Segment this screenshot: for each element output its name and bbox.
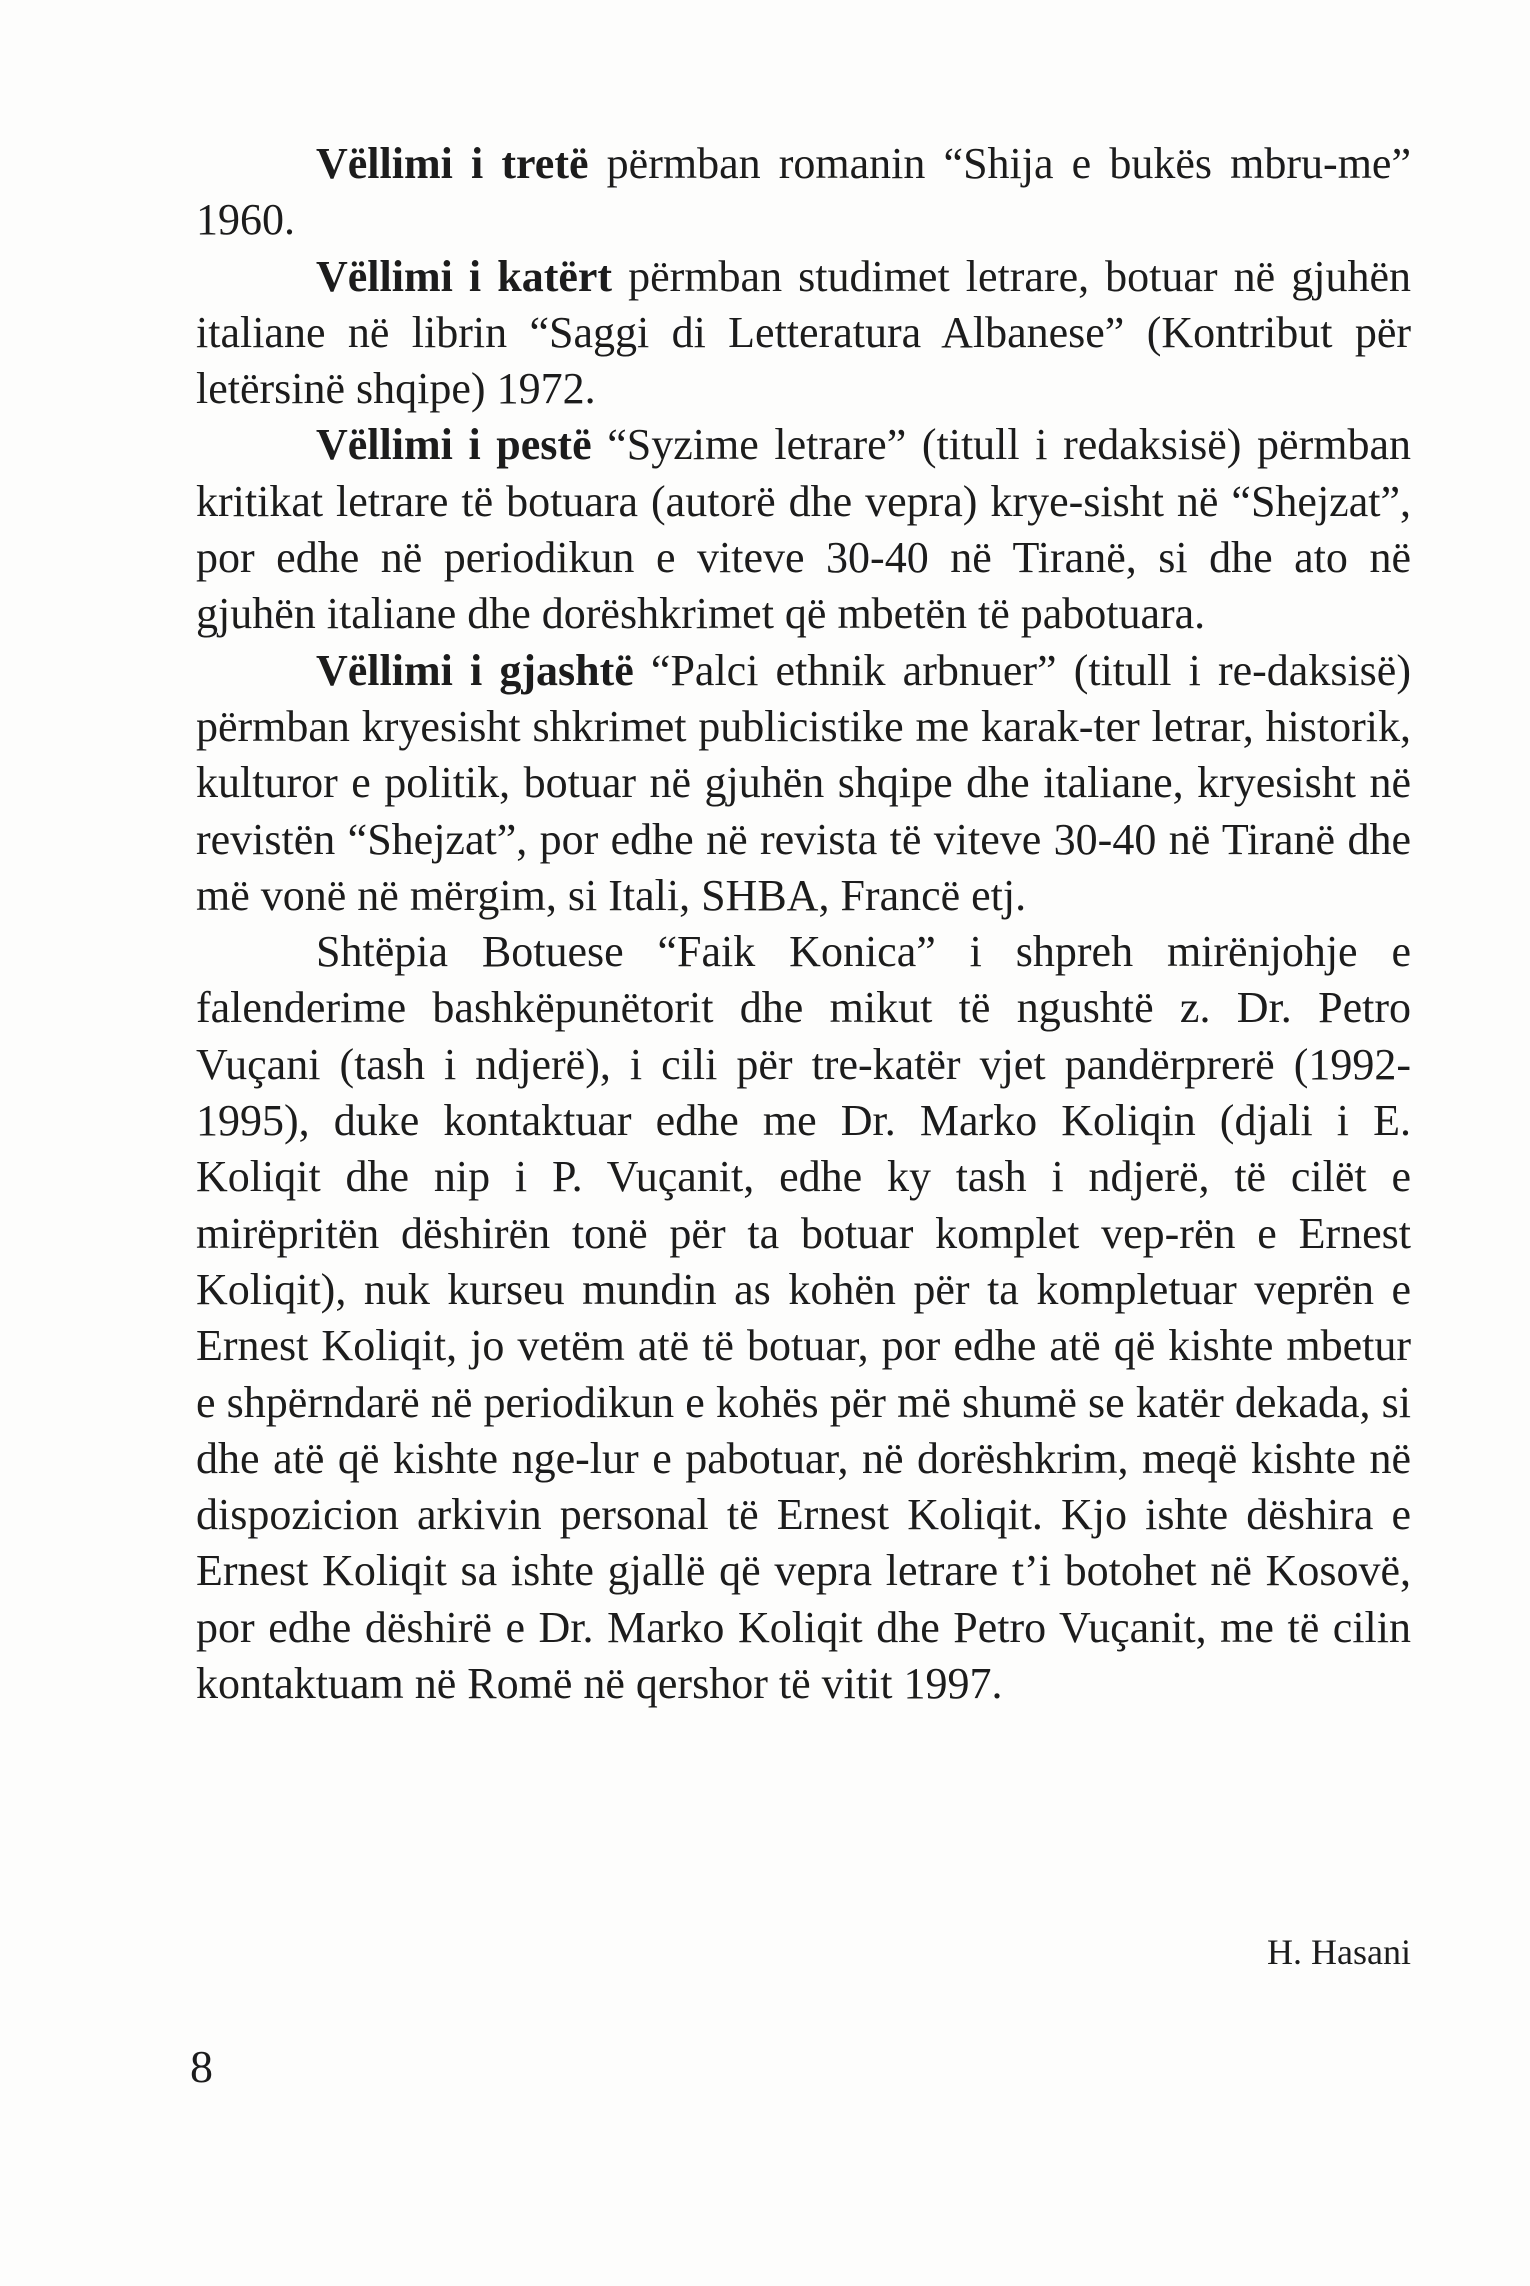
paragraph-text: “Syzime letrare” (titull i redaksisë) përmban kritikat letrare të botuara (autorë dhe vepra) krye-sisht në “Shejzat”, por edhe në periodikun e viteve 30-40 në Tiranë, si dhe ato në gjuhën italiane dhe dorëshkrimet që mbetën të pabotuara. <box>196 420 1411 639</box>
paragraph-volume-6 <box>196 643 1411 924</box>
author-signature: H. Hasani <box>1267 1932 1411 1972</box>
paragraph-text: përmban studimet letrare, botuar në gjuhën italiane në librin “Saggi di Letteratura Albanese” (Kontribut për letërsinë shqipe) 1972. <box>196 251 1411 414</box>
paragraph-lead: Vëllimi i katërt <box>316 251 613 301</box>
paragraph-text: “Palci ethnik arbnuer” (titull i re-daksisë) përmban kryesisht shkrimet publicistike me karak-ter letrar, historik, kulturor e politik, botuar në gjuhën shqipe dhe italiane, kryesisht në revistën “Shejzat”, por edhe në revista të viteve 30-40 në Tiranë dhe më vonë në mërgim, si Itali, SHBA, Francë etj. <box>196 645 1411 920</box>
body-text <box>196 136 1411 1712</box>
paragraph-lead: Vëllimi i gjashtë <box>316 645 634 695</box>
paragraph-text: Shtëpia Botuese “Faik Konica” i shpreh mirënjohje e falenderime bashkëpunëtorit dhe mikut të ngushtë z. Dr. Petro Vuçani (tash i ndjerë), i cili për tre-katër vjet pandërprerë (1992-1995), duke kontaktuar edhe me Dr. Marko Koliqin (djali i E. Koliqit dhe nip i P. Vuçanit, edhe ky tash i ndjerë, të cilët e mirëpritën dëshirën tonë për ta botuar komplet vep-rën e Ernest Koliqit), nuk kurseu mundin as kohën për ta kompletuar veprën e Ernest Koliqit, jo vetëm atë të botuar, por edhe atë që kishte mbetur e shpërndarë në periodikun e kohës për më shumë se katër dekada, si dhe atë që kishte nge-lur e pabotuar, në dorëshkrim, meqë kishte në dispozicion arkivin personal të Ernest Koliqit. Kjo ishte dëshira e Ernest Koliqit sa ishte gjallë që vepra letrare t’i botohet në Kosovë, por edhe dëshirë e Dr. Marko Koliqit dhe Petro Vuçanit, me të cilin kontaktuam në Romë në qershor të vitit 1997. <box>196 927 1411 1709</box>
page-number: 8 <box>190 2041 213 2092</box>
paragraph-volume-5 <box>196 417 1411 642</box>
paragraph-volume-4 <box>196 249 1411 418</box>
paragraph-lead: Vëllimi i tretë <box>316 139 589 188</box>
paragraph-lead: Vëllimi i pestë <box>316 420 592 470</box>
paragraph-acknowledgement <box>196 924 1411 1712</box>
paragraph-text: përmban romanin “Shija e bukës mbru-me” 1960. <box>196 139 1411 245</box>
paragraph-volume-3 <box>196 136 1411 249</box>
